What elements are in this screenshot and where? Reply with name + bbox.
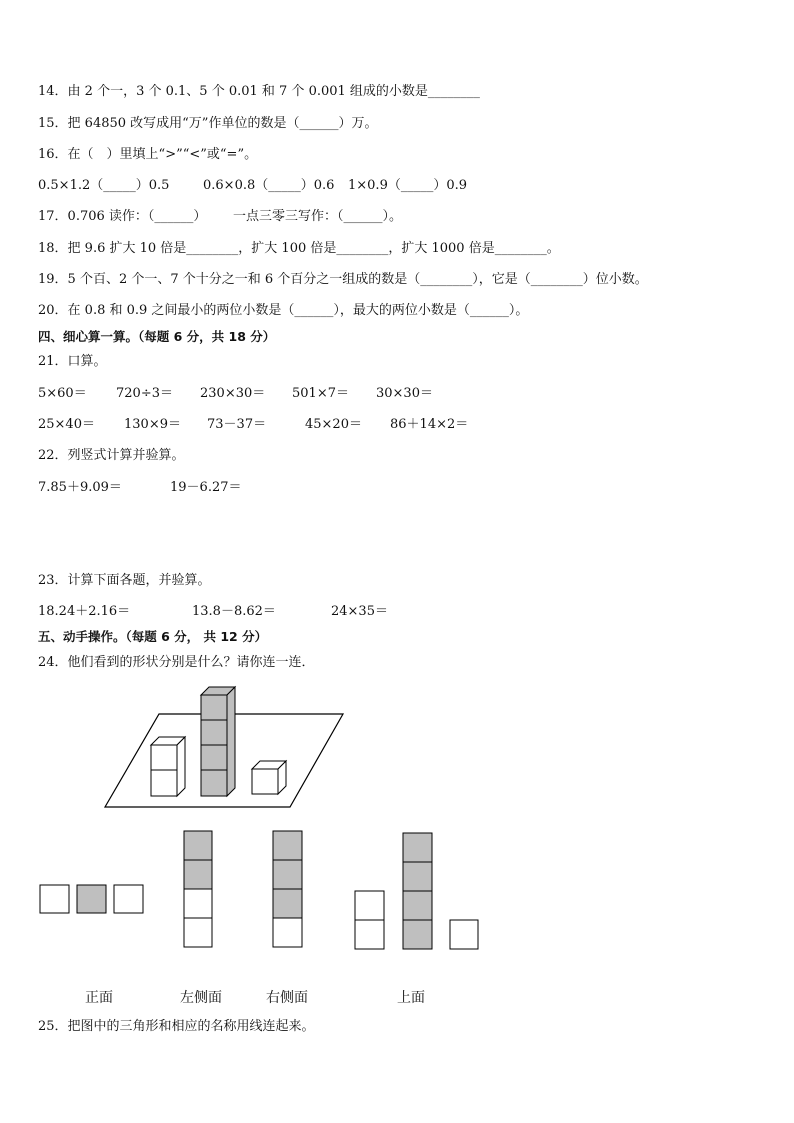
calc-item: 501×7＝ [292, 386, 349, 401]
calc-item: 30×30＝ [376, 386, 433, 401]
question-20: 20．在 0.8 和 0.9 之间最小的两位小数是（______），最大的两位小数是（______）。 [38, 303, 529, 318]
question-23: 23．计算下面各题，并验算。 [38, 573, 211, 588]
question-22: 22．列竖式计算并验算。 [38, 448, 185, 463]
label-right-view: 右侧面 [266, 990, 308, 1006]
question-17a: 17．0.706 读作：（______） [38, 209, 207, 224]
view-option-4 [355, 833, 478, 949]
question-25: 25．把图中的三角形和相应的名称用线连起来。 [38, 1019, 315, 1034]
question-17b: 一点三零三写作：（______）。 [233, 209, 403, 224]
calc-item: 24×35＝ [331, 604, 388, 619]
calc-item: 86＋14×2＝ [390, 417, 469, 432]
single-cube [252, 761, 286, 794]
question-21: 21．口算。 [38, 354, 107, 369]
calc-item: 18.24＋2.16＝ [38, 604, 131, 619]
calc-item: 45×20＝ [305, 417, 362, 432]
view-option-2 [184, 831, 212, 947]
question-16: 16．在（ ）里填上“>”“<”或“=”。 [38, 147, 258, 162]
section-5-heading: 五、动手操作。（每题 6 分， 共 12 分） [38, 629, 268, 644]
calc-item: 5×60＝ [38, 386, 87, 401]
calc-item: 19－6.27＝ [170, 480, 242, 495]
calc-item: 73－37＝ [207, 417, 267, 432]
question-18: 18．把 9.6 扩大 10 倍是________，扩大 100 倍是________，扩大 1000 倍是________。 [38, 241, 560, 256]
stack-two-cubes [151, 737, 185, 796]
calc-item: 720÷3＝ [116, 386, 173, 401]
calc-item: 130×9＝ [124, 417, 181, 432]
q16-item-1: 0.5×1.2（_____）0.5 [38, 178, 170, 193]
view-option-3 [273, 831, 302, 947]
view-option-1 [40, 885, 143, 913]
question-19: 19．5 个百、2 个一、7 个十分之一和 6 个百分之一组成的数是（________），它是（________）位小数。 [38, 272, 648, 287]
calc-item: 13.8－8.62＝ [192, 604, 276, 619]
calc-item: 230×30＝ [200, 386, 266, 401]
calc-item: 25×40＝ [38, 417, 95, 432]
question-14: 14．由 2 个一，3 个 0.1、5 个 0.01 和 7 个 0.001 组成的小数是________ [38, 84, 480, 99]
label-front-view: 正面 [85, 990, 113, 1006]
label-top-view: 上面 [397, 990, 425, 1006]
question-24: 24．他们看到的形状分别是什么？请你连一连． [38, 655, 315, 670]
stack-four-cubes [201, 687, 235, 796]
question-15: 15．把 64850 改写成用“万”作单位的数是（______）万。 [38, 116, 378, 131]
q16-item-2: 0.6×0.8（_____）0.6 [203, 178, 335, 193]
q16-item-3: 1×0.9（_____）0.9 [348, 178, 468, 193]
label-left-view: 左侧面 [180, 990, 222, 1006]
calc-item: 7.85＋9.09＝ [38, 480, 122, 495]
section-4-heading: 四、细心算一算。（每题 6 分，共 18 分） [38, 329, 276, 344]
